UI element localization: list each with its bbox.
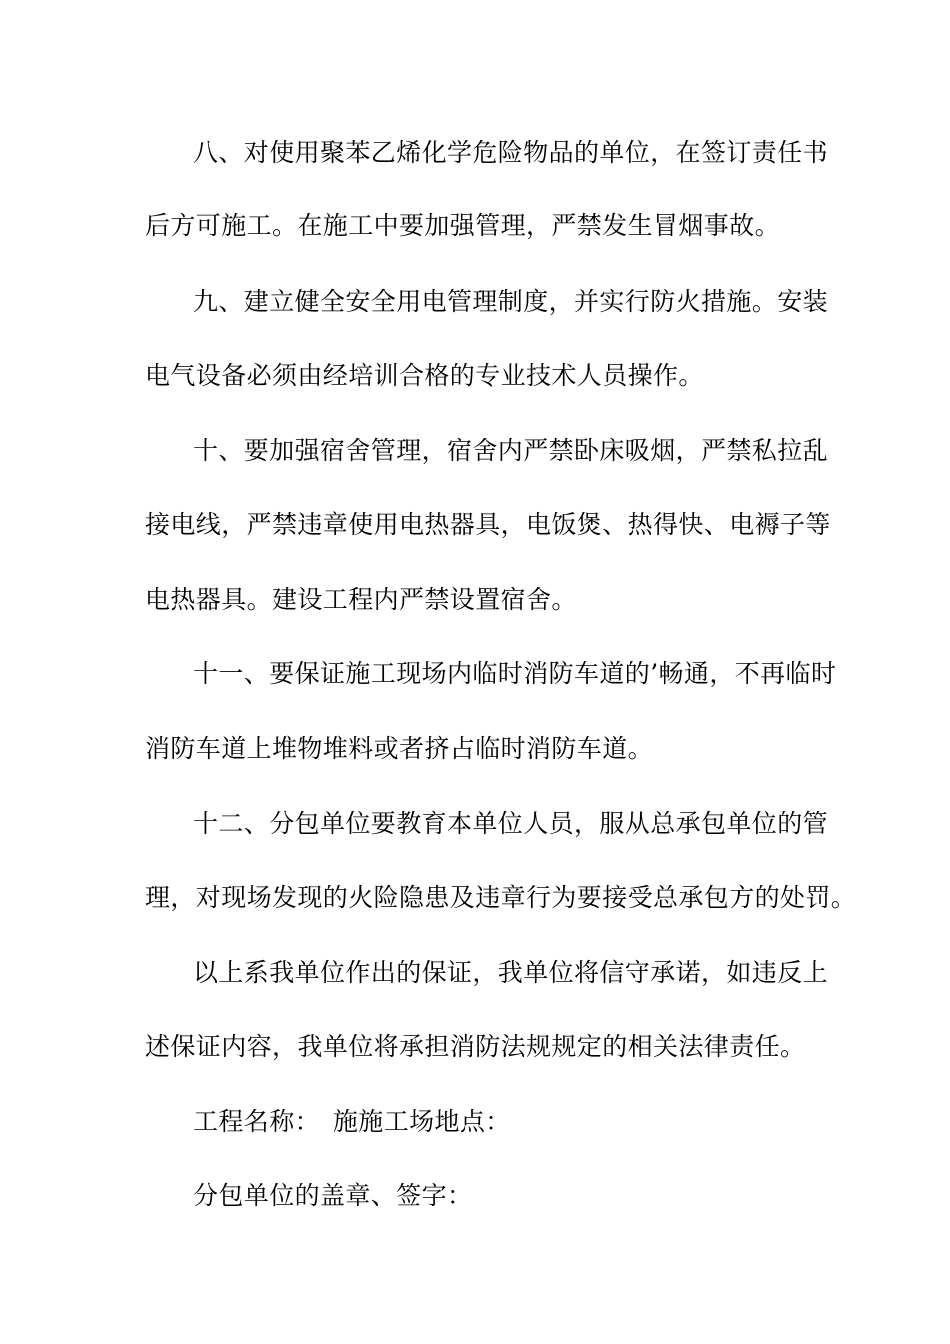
paragraph-12-line-2: 理，对现场发现的火险隐患及违章行为要接受总承包方的处罚。 bbox=[145, 883, 857, 912]
subcontractor-signature-field: 分包单位的盖章、签字： bbox=[193, 1181, 473, 1210]
paragraph-12-line-1: 十二、分包单位要教育本单位人员，服从总承包单位的管 bbox=[193, 809, 829, 838]
paragraph-11-line-2: 消防车道上堆物堆料或者挤占临时消防车道。 bbox=[145, 734, 654, 763]
project-name-field: 工程名称： 施施工场地点： bbox=[193, 1107, 511, 1136]
paragraph-10-line-2: 接电线，严禁违章使用电热器具，电饭煲、热得快、电褥子等 bbox=[145, 510, 831, 539]
pledge-line-2: 述保证内容，我单位将承担消防法规规定的相关法律责任。 bbox=[145, 1032, 806, 1061]
paragraph-8-line-1: 八、对使用聚苯乙烯化学危险物品的单位，在签订责任书 bbox=[193, 138, 829, 167]
pledge-line-1: 以上系我单位作出的保证，我单位将信守承诺，如违反上 bbox=[193, 958, 829, 987]
paragraph-8-line-2: 后方可施工。在施工中要加强管理，严禁发生冒烟事故。 bbox=[145, 211, 781, 240]
paragraph-11-line-1: 十一、要保证施工现场内临时消防车道的’畅通，不再临时 bbox=[193, 659, 837, 688]
paragraph-10-line-3: 电热器具。建设工程内严禁设置宿舍。 bbox=[145, 585, 577, 614]
paragraph-10-line-1: 十、要加强宿舍管理，宿舍内严禁卧床吸烟，严禁私拉乱 bbox=[193, 436, 829, 465]
paragraph-9-line-2: 电气设备必须由经培训合格的专业技术人员操作。 bbox=[145, 361, 704, 390]
paragraph-9-line-1: 九、建立健全安全用电管理制度，并实行防火措施。安装 bbox=[193, 287, 829, 316]
